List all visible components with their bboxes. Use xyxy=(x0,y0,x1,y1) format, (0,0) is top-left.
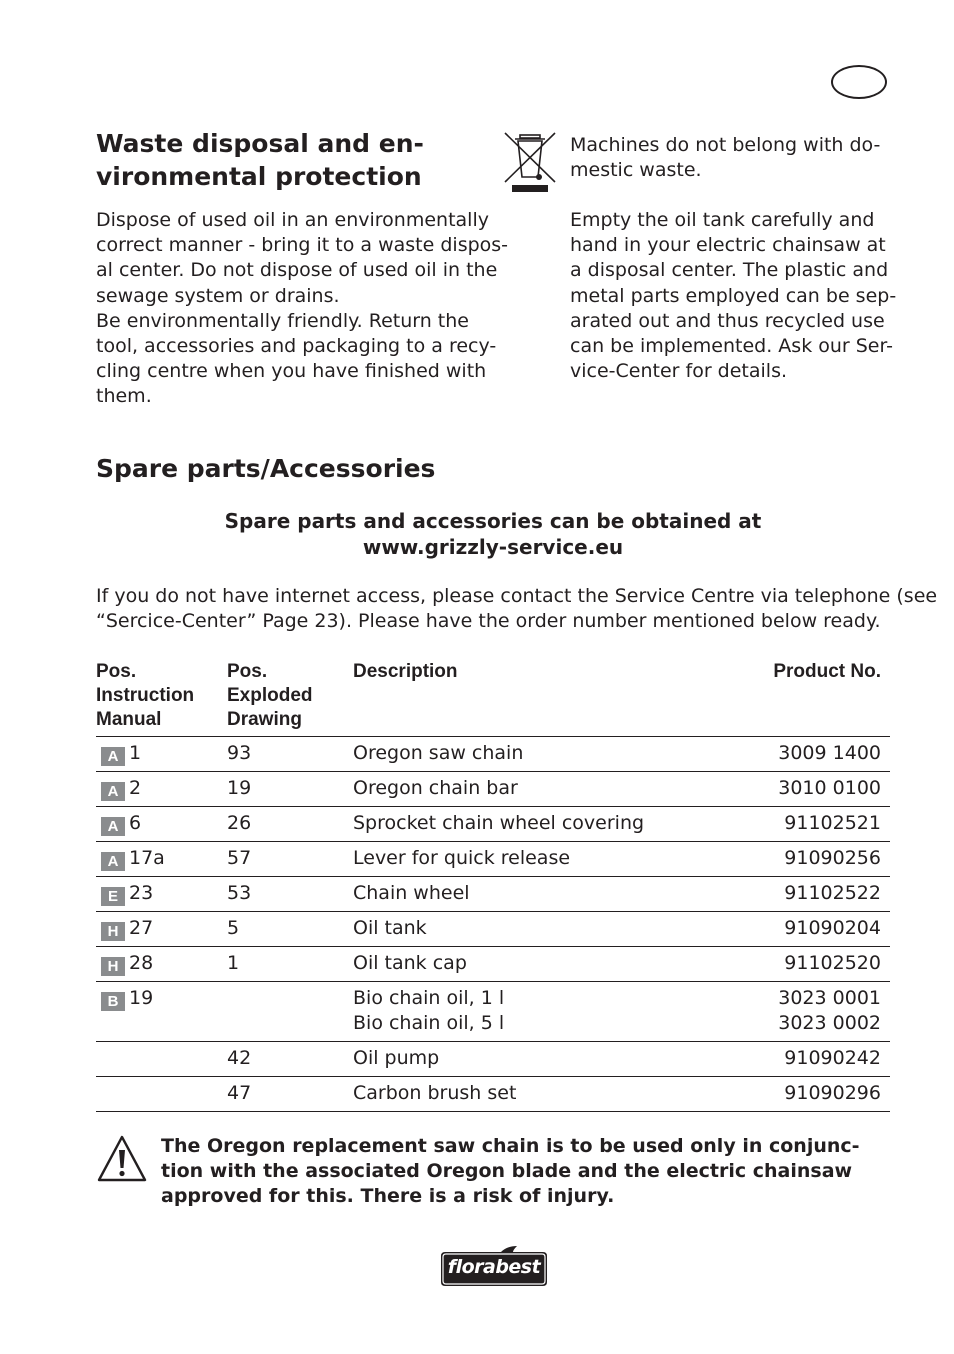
cell-pos-drawing: 5 xyxy=(227,912,353,947)
cell-description xyxy=(353,772,736,807)
cell-pos-drawing: 57 xyxy=(227,842,353,877)
description-line: Oil tank xyxy=(353,917,427,939)
cell-pos-manual xyxy=(96,1042,227,1077)
description-line: Bio chain oil, 1 l xyxy=(353,987,505,1009)
text-line: arated out and thus recycled use xyxy=(570,309,885,332)
language-marker xyxy=(831,65,887,99)
table-row xyxy=(96,982,890,1042)
figure-badge: H xyxy=(101,922,125,941)
spare-parts-heading xyxy=(96,452,435,485)
pos-number: 1 xyxy=(129,742,142,764)
table-row xyxy=(96,1077,890,1112)
product-number: 91090204 xyxy=(784,917,881,939)
cell-description xyxy=(353,1042,736,1077)
text-line: them. xyxy=(96,385,152,408)
header-pos-manual xyxy=(96,657,227,737)
cell-product-no xyxy=(736,1077,890,1112)
header-product-no: Product No. xyxy=(736,657,890,737)
pos-number: 23 xyxy=(129,882,154,904)
logo-text: florabest xyxy=(447,1256,541,1278)
text-line: Machines do not belong with do- xyxy=(570,134,881,156)
cell-description xyxy=(353,982,736,1042)
header-line: Manual xyxy=(96,709,162,730)
figure-badge: A xyxy=(101,852,125,871)
warning-triangle-icon xyxy=(97,1134,147,1184)
cell-pos-drawing: 19 xyxy=(227,772,353,807)
cell-pos-drawing: 42 xyxy=(227,1042,353,1077)
cell-product-no xyxy=(736,912,890,947)
text-line: Be environmentally friendly. Return the xyxy=(96,309,469,332)
text-line: cling centre when you have finished with xyxy=(96,360,487,383)
cell-pos-drawing: 26 xyxy=(227,807,353,842)
table-row xyxy=(96,772,890,807)
header-line: Pos. xyxy=(96,661,137,682)
figure-badge: B xyxy=(101,992,125,1011)
description-line: Chain wheel xyxy=(353,882,470,904)
cell-description xyxy=(353,947,736,982)
description-line: Sprocket chain wheel covering xyxy=(353,812,645,834)
cell-pos-manual xyxy=(96,807,227,842)
product-number: 91090296 xyxy=(784,1082,881,1104)
pos-number: 27 xyxy=(129,917,154,939)
table-row xyxy=(96,877,890,912)
notice-line: Spare parts and accessories can be obtained at xyxy=(224,509,762,533)
table-body xyxy=(96,737,890,1112)
product-number: 3023 0001 xyxy=(778,987,881,1009)
cell-description xyxy=(353,842,736,877)
cell-pos-drawing: 53 xyxy=(227,877,353,912)
product-number: 91102520 xyxy=(784,952,881,974)
header-line: Exploded xyxy=(227,685,313,706)
product-number: 3023 0002 xyxy=(778,1012,881,1034)
text-line: hand in your electric chainsaw at xyxy=(570,234,886,257)
pos-number: 17a xyxy=(129,847,165,869)
cell-product-no xyxy=(736,807,890,842)
cell-pos-drawing: 1 xyxy=(227,947,353,982)
cell-pos-manual xyxy=(96,912,227,947)
figure-badge: E xyxy=(101,887,125,906)
text-line: metal parts employed can be sep- xyxy=(570,284,897,307)
waste-heading-line: Waste disposal and en- xyxy=(96,129,424,158)
pos-number: 6 xyxy=(129,812,142,834)
description-line: Lever for quick release xyxy=(353,847,571,869)
waste-right-text-1 xyxy=(570,133,880,183)
product-number: 91102522 xyxy=(784,882,881,904)
text-line: correct manner - bring it to a waste dispos- xyxy=(96,234,509,257)
spare-parts-heading-text: Spare parts/Accessories xyxy=(96,454,436,483)
pos-number: 2 xyxy=(129,777,142,799)
spare-parts-table xyxy=(96,657,890,1112)
table-row xyxy=(96,842,890,877)
text-line: tion with the associated Oregon blade and the electric chainsaw xyxy=(161,1160,853,1183)
waste-right-text-2 xyxy=(570,208,896,384)
description-line: Oil tank cap xyxy=(353,952,467,974)
text-line: Dispose of used oil in an environmentally xyxy=(96,209,489,231)
text-line: can be implemented. Ask our Ser- xyxy=(570,335,893,358)
text-line: tool, accessories and packaging to a recy- xyxy=(96,335,497,358)
cell-product-no xyxy=(736,877,890,912)
cell-pos-drawing: 93 xyxy=(227,737,353,772)
table-row xyxy=(96,947,890,982)
notice-url[interactable]: www.grizzly-service.eu xyxy=(362,535,624,559)
cell-product-no xyxy=(736,982,890,1042)
description-line: Carbon brush set xyxy=(353,1082,517,1104)
description-line: Bio chain oil, 5 l xyxy=(353,1012,505,1034)
table-row xyxy=(96,737,890,772)
cell-description xyxy=(353,737,736,772)
cell-pos-drawing xyxy=(227,982,353,1042)
text-line: vice-Center for details. xyxy=(570,360,788,383)
table-row xyxy=(96,807,890,842)
cell-pos-manual xyxy=(96,877,227,912)
cell-product-no xyxy=(736,842,890,877)
florabest-logo xyxy=(437,1244,551,1290)
cell-pos-manual xyxy=(96,982,227,1042)
cell-product-no xyxy=(736,947,890,982)
description-line: Oregon chain bar xyxy=(353,777,518,799)
cell-pos-manual xyxy=(96,1077,227,1112)
cell-description xyxy=(353,1077,736,1112)
text-line: mestic waste. xyxy=(570,159,702,182)
text-line: If you do not have internet access, please contact the Service Centre via telephone (see xyxy=(96,585,938,607)
figure-badge: A xyxy=(101,782,125,801)
text-line: sewage system or drains. xyxy=(96,284,340,307)
pos-number: 19 xyxy=(129,987,154,1009)
text-line: The Oregon replacement saw chain is to be used only in conjunc- xyxy=(161,1135,860,1157)
description-line: Oregon saw chain xyxy=(353,742,524,764)
waste-left-text xyxy=(96,208,508,410)
text-line: approved for this. There is a risk of injury. xyxy=(161,1185,615,1208)
header-description: Description xyxy=(353,657,736,737)
cell-product-no xyxy=(736,737,890,772)
cell-pos-manual xyxy=(96,772,227,807)
header-pos-drawing xyxy=(227,657,353,737)
product-number: 91090256 xyxy=(784,847,881,869)
text-line: a disposal center. The plastic and xyxy=(570,259,889,282)
cell-product-no xyxy=(736,1042,890,1077)
cell-pos-drawing: 47 xyxy=(227,1077,353,1112)
cell-pos-manual xyxy=(96,842,227,877)
table-row xyxy=(96,912,890,947)
text-line: “Sercice-Center” Page 23). Please have the order number mentioned below ready. xyxy=(96,610,881,633)
text-line: al center. Do not dispose of used oil in the xyxy=(96,259,498,282)
pos-number: 28 xyxy=(129,952,154,974)
figure-badge: A xyxy=(101,747,125,766)
cell-description xyxy=(353,877,736,912)
waste-heading-line: vironmental protection xyxy=(96,162,422,191)
cell-pos-manual xyxy=(96,947,227,982)
description-line: Oil pump xyxy=(353,1047,440,1069)
header-line: Pos. xyxy=(227,661,268,682)
header-line: Instruction xyxy=(96,685,195,706)
figure-badge: A xyxy=(101,817,125,836)
product-number: 3010 0100 xyxy=(778,777,881,799)
product-number: 91090242 xyxy=(784,1047,881,1069)
spare-parts-notice xyxy=(96,508,890,560)
table-row xyxy=(96,1042,890,1077)
cell-description xyxy=(353,912,736,947)
cell-product-no xyxy=(736,772,890,807)
header-line: Drawing xyxy=(227,709,302,730)
text-line: Empty the oil tank carefully and xyxy=(570,209,875,231)
figure-badge: H xyxy=(101,957,125,976)
spare-parts-intro xyxy=(96,584,937,634)
product-number: 3009 1400 xyxy=(778,742,881,764)
safety-warning-text xyxy=(161,1134,860,1210)
product-number: 91102521 xyxy=(784,812,881,834)
waste-heading xyxy=(96,127,424,193)
cell-description xyxy=(353,807,736,842)
table-header-row xyxy=(96,657,890,737)
cell-pos-manual xyxy=(96,737,227,772)
crossed-out-wheelie-bin-icon xyxy=(503,130,557,194)
